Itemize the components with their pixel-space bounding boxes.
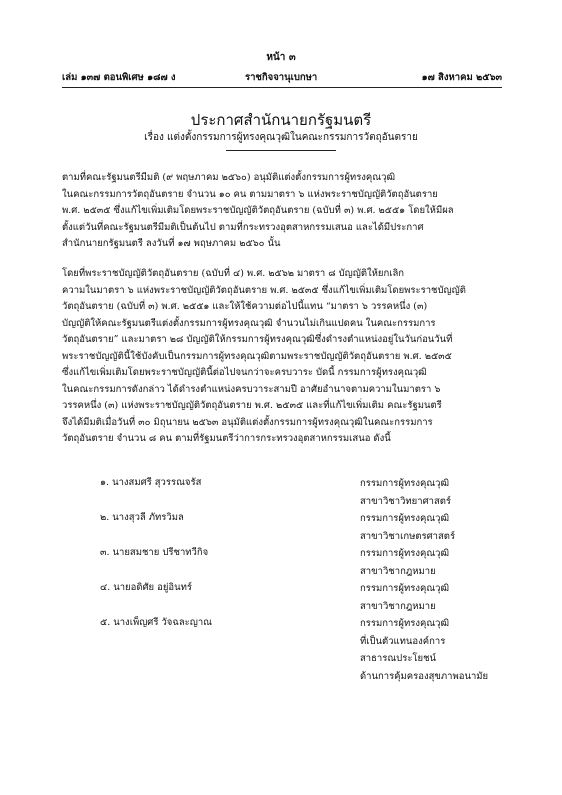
gazette-name: ราชกิจจานุเบกษา (245, 72, 318, 83)
appointee-item (62, 615, 504, 687)
appointee-role (360, 475, 451, 510)
paragraph-1: ตามที่คณะรัฐมนตรีมีมติ (๙ พฤษภาคม ๒๕๖๐) อนุมัติแต่งตั้งกรรมการผู้ทรงคุณวุฒิ ในคณะกรรมการวัตถุอันตราย จำนวน ๑๐ คน ตามมาตรา ๖ แห่งพระราชบัญญัติวัตถุอันตราย พ.ศ. ๒๕๓๕ ซึ่งแก้ไขเพิ่มเติมโดยพระราชบัญญัติวัตถุอันตราย (ฉบับที่ ๓) พ.ศ. ๒๕๕๑ โดยให้มีผล ตั้งแต่วันที่คณะรัฐมนตรีมีมติเป็นต้นไป ตามที่กระทรวงอุตสาหกรรมเสนอ และได้มีประกาศ สำนักนายกรัฐมนตรี ลงวันที่ ๑๗ พฤษภาคม ๒๕๖๐ นั้น (62, 172, 454, 249)
role-line: สาธารณประโยชน์ (360, 653, 437, 664)
page-number: หน้า ๓ (266, 52, 296, 63)
gazette-header (62, 70, 502, 84)
appointee-name: ๒. นางสุวลี ภัทรวิมล (100, 512, 184, 523)
role-line: กรรมการผู้ทรงคุณวุฒิ (360, 583, 450, 594)
appointee-list (62, 475, 504, 687)
role-line: ด้านการคุ้มครองสุขภาพอนามัย (360, 670, 489, 682)
appointee-item (62, 510, 504, 545)
appointee-role (360, 545, 449, 580)
title-divider (226, 150, 336, 151)
header-rule (62, 87, 502, 88)
publication-date: ๑๗ สิงหาคม ๒๕๖๓ (421, 72, 502, 83)
role-line: กรรมการผู้ทรงคุณวุฒิ (360, 548, 450, 559)
appointee-name: ๑. นางสมศรี สุวรรณจรัส (100, 477, 202, 488)
paragraph-2: โดยที่พระราชบัญญัติวัตถุอันตราย (ฉบับที่ ๔) พ.ศ. ๒๕๖๒ มาตรา ๘ บัญญัติให้ยกเลิก ความในมาตรา ๖ แห่งพระราชบัญญัติวัตถุอันตราย พ.ศ. ๒๕๓๕ ซึ่งแก้ไขเพิ่มเติมโดยพระราชบัญญัติ วัตถุอันตราย (ฉบับที่ ๓) พ.ศ. ๒๕๕๑ และให้ใช้ความต่อไปนี้แทน “มาตรา ๖ วรรคหนึ่ง (๓) บัญญัติให้คณะรัฐมนตรีแต่งตั้งกรรมการผู้ทรงคุณวุฒิ จำนวนไม่เกินแปดคน ในคณะกรรมการ วัตถุอันตราย” และมาตรา ๒๘ บัญญัติให้กรรมการผู้ทรงคุณวุฒิซึ่งดำรงตำแหน่งอยู่ในวันก่อนวันที่ พระราชบัญญัตินี้ใช้บังคับเป็นกรรมการผู้ทรงคุณวุฒิตามพระราชบัญญัติวัตถุอันตราย พ.ศ. ๒๕๓๕ ซึ่งแก้ไขเพิ่มเติมโดยพระราชบัญญัตินี้ต่อไปจนกว่าจะครบวาระ บัดนี้ กรรมการผู้ทรงคุณวุฒิ ในคณะกรรมการดังกล่าว ได้ดำรงตำแหน่งครบวาระสามปี อาศัยอำนาจตามความในมาตรา ๖ วรรคหนึ่ง (๓) แห่งพระราชบัญญัติวัตถุอันตราย พ.ศ. ๒๕๓๕ และที่แก้ไขเพิ่มเติม คณะรัฐมนตรี จึงได้มีมติเมื่อวันที่ ๓๐ มิถุนายน ๒๕๖๓ อนุมัติแต่งตั้งกรรมการผู้ทรงคุณวุฒิในคณะกรรมการ วัตถุอันตราย จำนวน ๘ คน ตามที่รัฐมนตรีว่าการกระทรวงอุตสาหกรรมเสนอ ดังนี้ (62, 268, 466, 444)
role-line: สาขาวิชาเกษตรศาสตร์ (360, 530, 456, 542)
appointee-name: ๔. นายอดิศัย อยู่อินทร์ (100, 582, 192, 593)
role-line: กรรมการผู้ทรงคุณวุฒิ (360, 513, 450, 524)
appointee-role (360, 580, 449, 615)
appointee-item (62, 545, 504, 580)
appointee-name: ๓. นายสมชาย ปรีชาทวีกิจ (100, 547, 209, 558)
document-title: ประกาศสำนักนายกรัฐมนตรี (190, 111, 372, 129)
appointee-role (360, 615, 488, 685)
role-line: กรรมการผู้ทรงคุณวุฒิ (360, 478, 450, 489)
role-line: สาขาวิชากฎหมาย (360, 565, 436, 577)
volume-issue: เล่ม ๑๓๗ ตอนพิเศษ ๑๘๗ ง (62, 72, 176, 83)
role-line: กรรมการผู้ทรงคุณวุฒิ (360, 618, 450, 629)
appointee-item (62, 475, 504, 510)
role-line: สาขาวิชากฎหมาย (360, 600, 436, 612)
appointee-item (62, 580, 504, 615)
role-line: สาขาวิชาวิทยาศาสตร์ (360, 495, 452, 507)
role-line: ที่เป็นตัวแทนองค์การ (360, 635, 446, 647)
appointee-name: ๕. นางเพ็ญศรี วัจฉละญาณ (100, 617, 212, 628)
document-subject: เรื่อง แต่งตั้งกรรมการผู้ทรงคุณวุฒิในคณะกรรมการวัตถุอันตราย (144, 132, 418, 143)
appointee-role (360, 510, 455, 545)
